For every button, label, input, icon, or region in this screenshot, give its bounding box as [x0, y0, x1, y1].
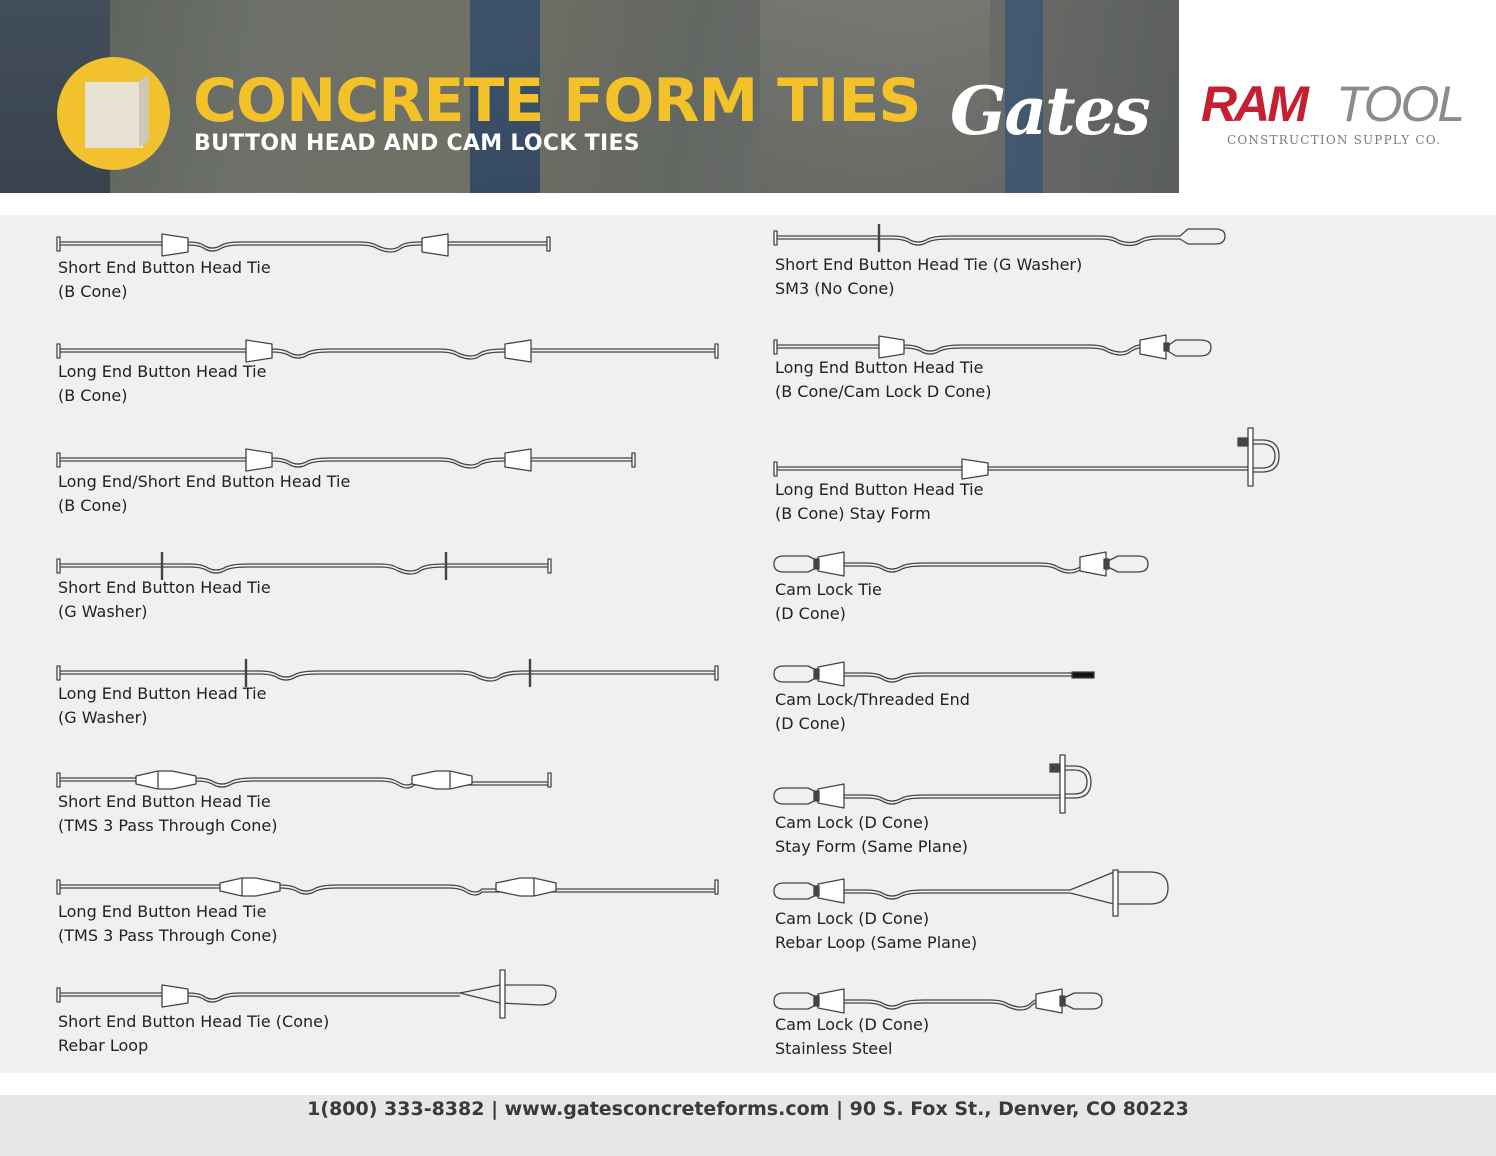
tie-variant: (B Cone): [58, 282, 128, 301]
tie-name: Long End Button Head Tie: [58, 684, 267, 703]
tie-label-cam-lock-threaded: [775, 688, 970, 736]
tie-name: Short End Button Head Tie: [58, 258, 271, 277]
tie-name: Long End Button Head Tie: [775, 480, 984, 499]
tie-name: Cam Lock (D Cone): [775, 1015, 930, 1034]
tie-name: Short End Button Head Tie: [58, 578, 271, 597]
tie-label-long-short-b-cone: [58, 470, 350, 518]
tie-illustration-cam-lock-stainless: [774, 989, 1102, 1013]
tie-catalog-panel: [0, 215, 1496, 1073]
tie-illustration-cam-lock-stay-form: [774, 755, 1091, 813]
tie-illustration-short-end-b-cone: [57, 234, 550, 256]
tie-name: Cam Lock Tie: [775, 580, 882, 599]
tie-label-short-end-tms3: [58, 790, 277, 838]
tie-variant: Rebar Loop (Same Plane): [775, 933, 978, 952]
tie-label-stay-form: [775, 478, 983, 526]
ramtool-logo-tool: TOOL: [1336, 76, 1464, 132]
tie-variant: (G Washer): [58, 602, 148, 621]
tie-name: Long End Button Head Tie: [58, 362, 267, 381]
tie-label-sm3-no-cone: [775, 253, 1082, 301]
footer-contact: 1(800) 333-8382 | www.gatesconcreteforms.com | 90 S. Fox St., Denver, CO 80223: [307, 1098, 1189, 1120]
tie-name: Short End Button Head Tie: [58, 792, 271, 811]
tie-label-cam-lock-tie: [775, 578, 882, 626]
tie-name: Short End Button Head Tie (G Washer): [775, 255, 1083, 274]
tie-label-short-end-b-cone: [58, 256, 271, 304]
tie-name: Cam Lock (D Cone): [775, 813, 930, 832]
concrete-block-face: [85, 82, 143, 148]
tie-variant: Stay Form (Same Plane): [775, 837, 969, 856]
tie-name: Long End Button Head Tie: [58, 902, 267, 921]
tie-illustration-sm3-no-cone: [774, 224, 1225, 252]
tie-variant: (G Washer): [58, 708, 148, 727]
tie-variant: (D Cone): [775, 604, 846, 623]
tie-variant: (B Cone) Stay Form: [775, 504, 931, 523]
tie-name: Long End Button Head Tie: [775, 358, 984, 377]
tie-variant: Stainless Steel: [775, 1039, 893, 1058]
tie-illustration-cam-lock-threaded: [774, 662, 1094, 686]
gates-logo: Gates: [950, 72, 1149, 150]
tie-illustration-long-end-tms3: [57, 878, 718, 896]
tie-label-long-end-b-cone: [58, 360, 266, 408]
tie-variant: SM3 (No Cone): [775, 279, 895, 298]
ramtool-logo: [1179, 0, 1496, 193]
tie-variant: (B Cone): [58, 496, 128, 515]
tie-illustration-long-end-b-cone: [57, 340, 718, 362]
tie-name: Cam Lock/Threaded End: [775, 690, 970, 709]
tie-variant: (B Cone/Cam Lock D Cone): [775, 382, 992, 401]
ramtool-tagline: CONSTRUCTION SUPPLY CO.: [1227, 133, 1442, 147]
tie-label-cam-lock-stay-form: [775, 811, 968, 859]
header-banner: [0, 0, 1179, 193]
tie-variant: (TMS 3 Pass Through Cone): [58, 816, 278, 835]
tie-label-long-end-g-washer: [58, 682, 266, 730]
tie-variant: (D Cone): [775, 714, 846, 733]
tie-name: Long End/Short End Button Head Tie: [58, 472, 351, 491]
tie-name: Cam Lock (D Cone): [775, 909, 930, 928]
tie-illustration-short-end-tms3: [57, 771, 551, 789]
tie-label-cam-lock-rebar-loop: [775, 907, 977, 955]
tie-label-b-cone-cam-lock: [775, 356, 991, 404]
ramtool-logo-ram: RAM: [1201, 76, 1306, 132]
tie-label-short-end-g-washer: [58, 576, 271, 624]
tie-label-short-end-rebar-loop: [58, 1010, 329, 1058]
page-title: CONCRETE FORM TIES: [193, 66, 921, 136]
tie-variant: Rebar Loop: [58, 1036, 149, 1055]
page-subtitle: BUTTON HEAD AND CAM LOCK TIES: [194, 131, 640, 156]
tie-label-long-end-tms3: [58, 900, 277, 948]
tie-label-cam-lock-stainless: [775, 1013, 929, 1061]
tie-name: Short End Button Head Tie (Cone): [58, 1012, 330, 1031]
tie-illustration-cam-lock-tie: [774, 552, 1148, 576]
tie-variant: (B Cone): [58, 386, 128, 405]
tie-illustration-long-short-b-cone: [57, 449, 635, 471]
tie-variant: (TMS 3 Pass Through Cone): [58, 926, 278, 945]
